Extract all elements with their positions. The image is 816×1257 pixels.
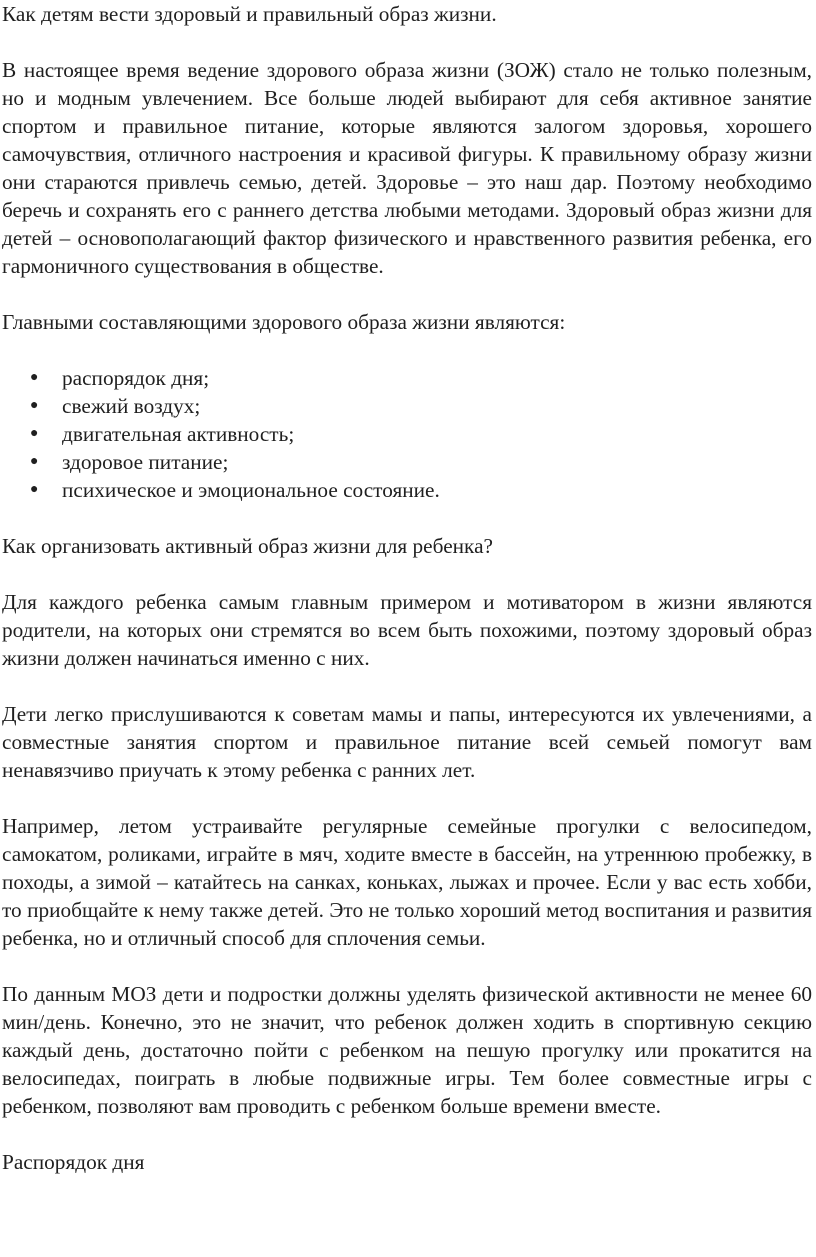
spacer	[2, 280, 812, 308]
spacer	[2, 784, 812, 812]
components-heading: Главными составляющими здорового образа жизни являются:	[2, 310, 566, 334]
spacer	[2, 1120, 812, 1148]
spacer	[2, 28, 812, 56]
spacer	[2, 560, 812, 588]
list-item-text: двигательная активность;	[62, 422, 295, 446]
intro-paragraph: В настоящее время ведение здорового образа жизни (ЗОЖ) стало не только полезным, но и модным увлечением. Все больше людей выбирают для себя активное занятие спортом и правильное питание, которые являются залогом здоровья, хорошего самочувствия, отличного настроения и красивой фигуры. К правильному образу жизни они стараются привлечь семью, детей. Здоровье – это наш дар. Поэтому необходимо беречь и сохранять его с раннего детства любыми методами. Здоровый образ жизни для детей – основополагающий фактор физического и нравственного развития ребенка, его гармоничного существования в обществе.	[2, 58, 812, 278]
document-title: Как детям вести здоровый и правильный образ жизни.	[2, 2, 497, 26]
body-paragraph: Для каждого ребенка самым главным примером и мотиватором в жизни являются родители, на которых они стремятся во всем быть похожими, поэтому здоровый образ жизни должен начинаться именно с них.	[2, 590, 812, 670]
body-paragraph: Например, летом устраивайте регулярные семейные прогулки с велосипедом, самокатом, роликами, играйте в мяч, ходите вместе в бассейн, на утреннюю пробежку, в походы, а зимой – катайтесь на санках, коньках, лыжах и прочее. Если у вас есть хобби, то приобщайте к нему также детей. Это не только хороший метод воспитания и развития ребенка, но и отличный способ для сплочения семьи.	[2, 814, 812, 950]
list-item	[2, 448, 812, 476]
bullet-icon: ●	[30, 426, 39, 441]
question-heading: Как организовать активный образ жизни для ребенка?	[2, 534, 493, 558]
spacer	[2, 504, 812, 532]
list-item-text: свежий воздух;	[62, 394, 201, 418]
bullet-icon: ●	[30, 398, 39, 413]
bullet-icon: ●	[30, 454, 39, 469]
list-item	[2, 420, 812, 448]
list-item-text: распорядок дня;	[62, 366, 210, 390]
document-page	[2, 0, 812, 1176]
list-item	[2, 476, 812, 504]
list-item	[2, 392, 812, 420]
bullet-icon: ●	[30, 482, 39, 497]
list-item	[2, 364, 812, 392]
list-item-text: психическое и эмоциональное состояние.	[62, 478, 440, 502]
spacer	[2, 952, 812, 980]
components-list	[2, 364, 812, 504]
spacer	[2, 336, 812, 364]
bullet-icon: ●	[30, 370, 39, 385]
spacer	[2, 672, 812, 700]
body-paragraph: Дети легко прислушиваются к советам мамы и папы, интересуются их увлечениями, а совместные занятия спортом и правильное питание всей семьей помогут вам ненавязчиво приучать к этому ребенка с ранних лет.	[2, 702, 812, 782]
section-heading: Распорядок дня	[2, 1150, 145, 1174]
body-paragraph: По данным МОЗ дети и подростки должны уделять физической активности не менее 60 мин/день. Конечно, это не значит, что ребенок должен ходить в спортивную секцию каждый день, достаточно пойти с ребенком на пешую прогулку или прокатится на велосипедах, поиграть в любые подвижные игры. Тем более совместные игры с ребенком, позволяют вам проводить с ребенком больше времени вместе.	[2, 982, 812, 1118]
list-item-text: здоровое питание;	[62, 450, 229, 474]
